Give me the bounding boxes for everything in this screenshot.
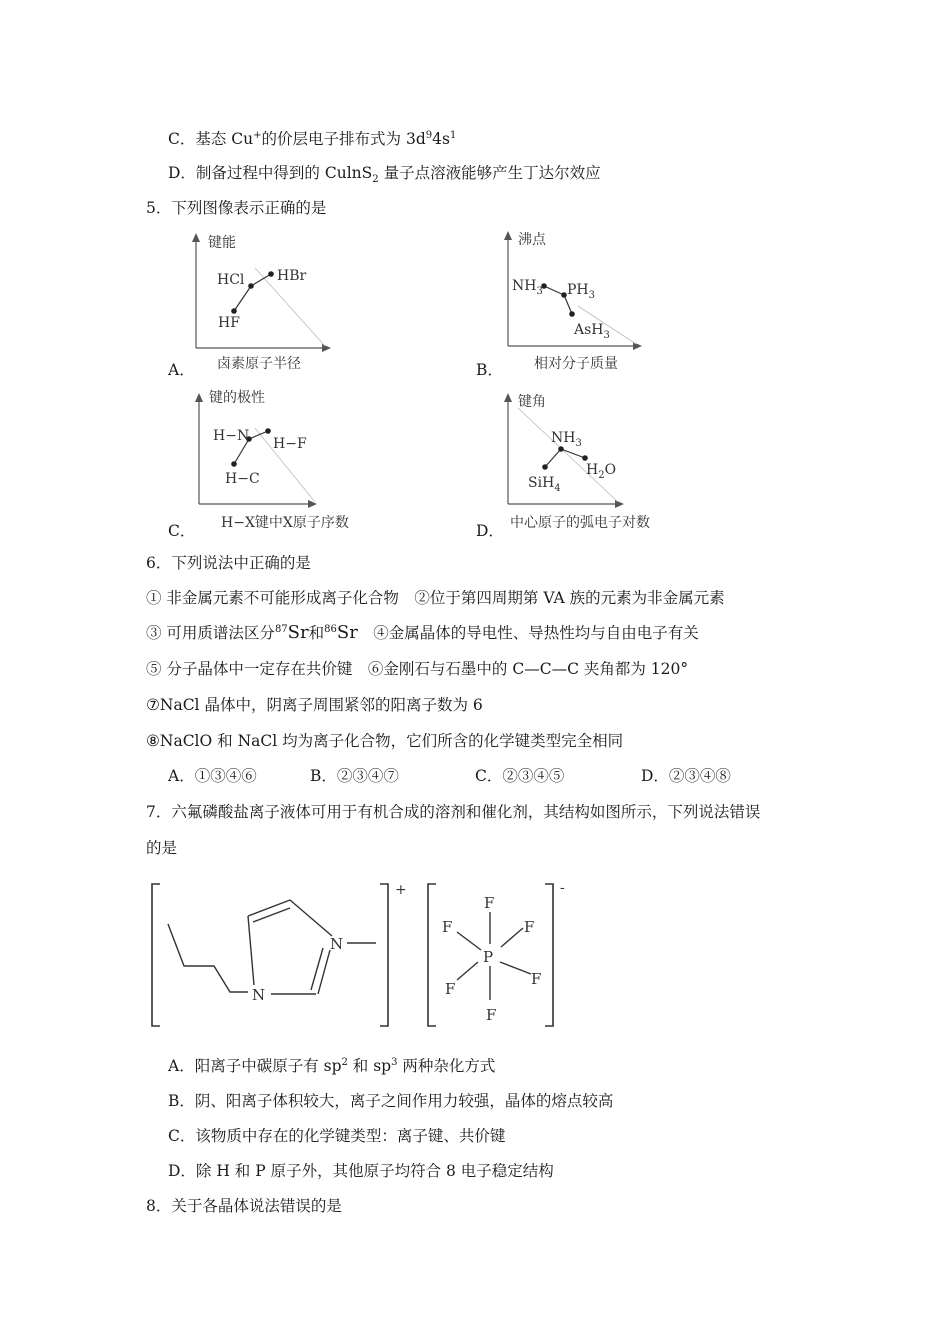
ionic-liquid-structure [140,870,580,1040]
graph-a-xlabel: 卤素原子半径 [217,356,301,372]
cation-right-bracket [380,884,388,1026]
graph-b-point-nh3: NH [512,278,537,294]
graph-b-xlabel: 相对分子质量 [534,356,618,372]
anion-right-bracket [545,884,553,1026]
anion-left-bracket [428,884,436,1026]
cation-charge: + [395,882,407,898]
graph-c-point-hc: H−C [225,471,260,487]
graph-d-point-sih4: SiH [528,475,555,491]
graph-d-ylabel: 键角 [518,394,546,410]
graph-b-ylabel: 沸点 [518,232,546,248]
graph-a-point-hcl: HCl [217,272,245,288]
q5-stem: 5．下列图像表示正确的是 [146,199,327,217]
q6-option-c: C．②③④⑤ [475,767,565,785]
q7-stem-line2: 的是 [146,839,178,857]
q6-option-a: A．①③④⑥ [168,767,257,785]
graph-b [478,226,648,376]
q6-stem: 6．下列说法中正确的是 [146,554,311,572]
q6-option-d: D．②③④⑧ [641,767,731,785]
q7-option-a: A．阳离子中碳原子有 $sp^2$ 和 $sp^3$ 两种杂化方式 [168,1056,496,1075]
graph-c [165,388,385,538]
svg-text:AsH3: AsH$_3$ [574,322,610,341]
ring-nitrogen-1: N [252,986,266,1004]
q7-option-d: D．除 H 和 P 原子外，其他原子均符合 8 电子稳定结构 [168,1162,554,1180]
q7-stem-line1: 7．六氟磷酸盐离子液体可用于有机合成的溶剂和催化剂，其结构如图所示，下列说法错误 [146,803,761,821]
graph-a-label: A． [168,361,195,379]
q4-option-c: C．基态 Cu+的价层电子排布式为 $3d^94s^1$ [168,129,457,148]
q6-statement-5-6: ⑤ 分子晶体中一定存在共价键 ⑥金刚石与石墨中的 C—C—C 夹角都为 120° [146,660,689,678]
fluorine-atom: F [524,918,535,936]
fluorine-atom: F [531,970,542,988]
svg-text:NH3: $NH_3$ [512,278,543,297]
q4-option-d: D．制备过程中得到的 CulnS$_2$ 量子点溶液能够产生丁达尔效应 [168,164,601,186]
graph-d-label: D． [476,522,504,540]
q6-statement-1-2: ① 非金属元素不可能形成离子化合物 ②位于第四周期第 VA 族的元素为非金属元素 [146,589,725,607]
fluorine-atom: F [484,894,495,912]
anion-charge: - [560,880,565,896]
graph-c-point-hf: H−F [273,436,307,452]
ring-nitrogen-2: N [330,935,344,953]
graph-d [478,388,698,538]
graph-a-ylabel: 键能 [208,235,236,251]
graph-a-point-hbr: HBr [277,268,307,284]
graph-b-label: B． [476,361,503,379]
svg-text:H2O: $H_2O$ [586,462,617,481]
graph-d-point-h2o: H [586,462,599,478]
propyl-chain [168,924,248,992]
q6-option-b: B．②③④⑦ [310,767,399,785]
svg-text:NH3: $NH_3$ [551,430,582,449]
graph-d-point-nh3: NH [551,430,576,446]
q6-statement-3-4: ③ 可用质谱法区分$^{87}$Sr和$^{86}$Sr ④金属晶体的导电性、导热性均与自由电子有关 [146,622,699,643]
svg-text:SiH4: SiH$_4$ [528,475,561,494]
graph-d-xlabel: 中心原子的弧电子对数 [510,515,650,531]
graph-a [165,228,335,378]
fluorine-atom: F [445,980,456,998]
fluorine-atom: F [442,918,453,936]
q7-option-b: B．阴、阳离子体积较大，离子之间作用力较强，晶体的熔点较高 [168,1092,614,1110]
graph-c-point-hn: H−N [213,428,250,444]
q8-stem: 8．关于各晶体说法错误的是 [146,1197,342,1215]
phosphorus-atom: P [483,948,494,966]
graph-c-label: C． [168,522,196,540]
graph-b-point-ash3: AsH [574,322,604,338]
q6-statement-8: ⑧NaClO 和 NaCl 均为离子化合物，它们所含的化学键类型完全相同 [146,732,624,750]
graph-c-ylabel: 键的极性 [209,390,265,406]
graph-b-point-ph3: PH [567,282,589,298]
graph-c-xlabel: H−X键中X原子序数 [221,515,349,531]
svg-text:PH3: $PH_3$ [567,282,596,301]
q7-option-c: C．该物质中存在的化学键类型：离子键、共价键 [168,1127,506,1145]
q6-statement-7: ⑦NaCl 晶体中，阴离子周围紧邻的阳离子数为 6 [146,696,483,714]
cation-left-bracket [152,884,160,1026]
fluorine-atom: F [486,1006,497,1024]
graph-a-point-hf: HF [218,315,240,331]
